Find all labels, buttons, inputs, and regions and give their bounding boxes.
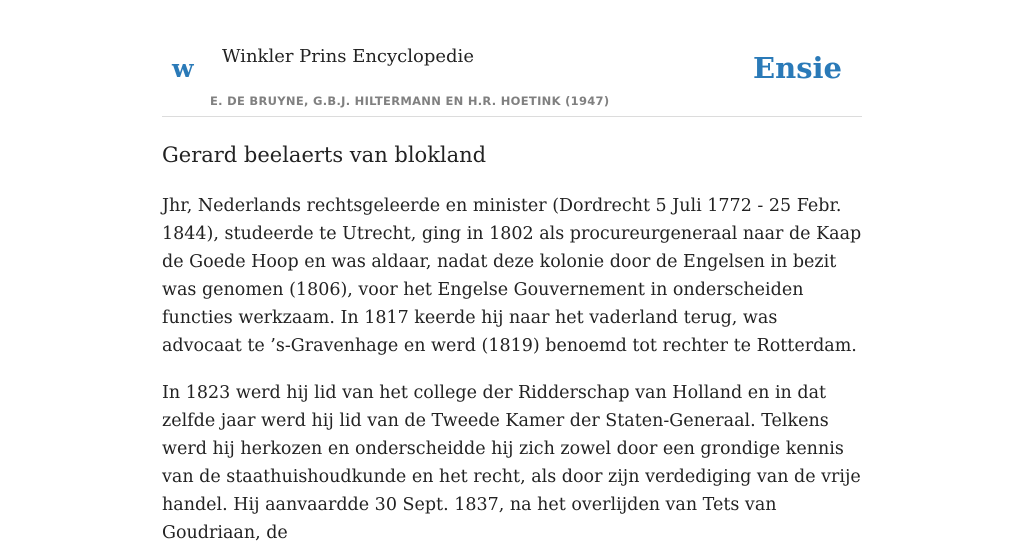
article-paragraph-2: In 1823 werd hij lid van het college der Ridderschap van Holland en in dat zelfde jaar werd hij lid van de Tweede Kamer der Staten-Generaal. Telkens werd hij herkozen en onderscheidde hij zich zowel door een grondige kennis van de staathuishoudkunde en het recht, als door zijn verdediging van de vrije handel. Hij aanvaardde 30 Sept. 1837, na het overlijden van Tets van Goudriaan, de [162,383,861,543]
article [162,138,862,547]
winkler-prins-logo[interactable]: w [172,54,194,83]
article-paragraph-1: Jhr, Nederlands rechtsgeleerde en minister (Dordrecht 5 Juli 1772 - 25 Febr. 1844), studeerde te Utrecht, ging in 1802 als procureurgeneraal naar de Kaap de Goede Hoop en was aldaar, nadat deze kolonie door de Engelsen in bezit was genomen (1806), voor het Engelse Gouvernement in onderscheiden functies werkzaam. In 1817 keerde hij naar het vaderland terug, was advocaat te ’s-Gravenhage en werd (1819) benoemd tot rechter te Rotterdam. [162,196,862,356]
article-title: Gerard beelaerts van blokland [162,143,487,167]
ensie-logo[interactable]: Ensie [753,51,842,85]
encyclopedia-title[interactable]: Winkler Prins Encyclopedie [222,46,474,67]
site-header [162,0,862,117]
encyclopedia-authors: E. DE BRUYNE, G.B.J. HILTERMANN EN H.R. HOETINK (1947) [210,94,610,108]
